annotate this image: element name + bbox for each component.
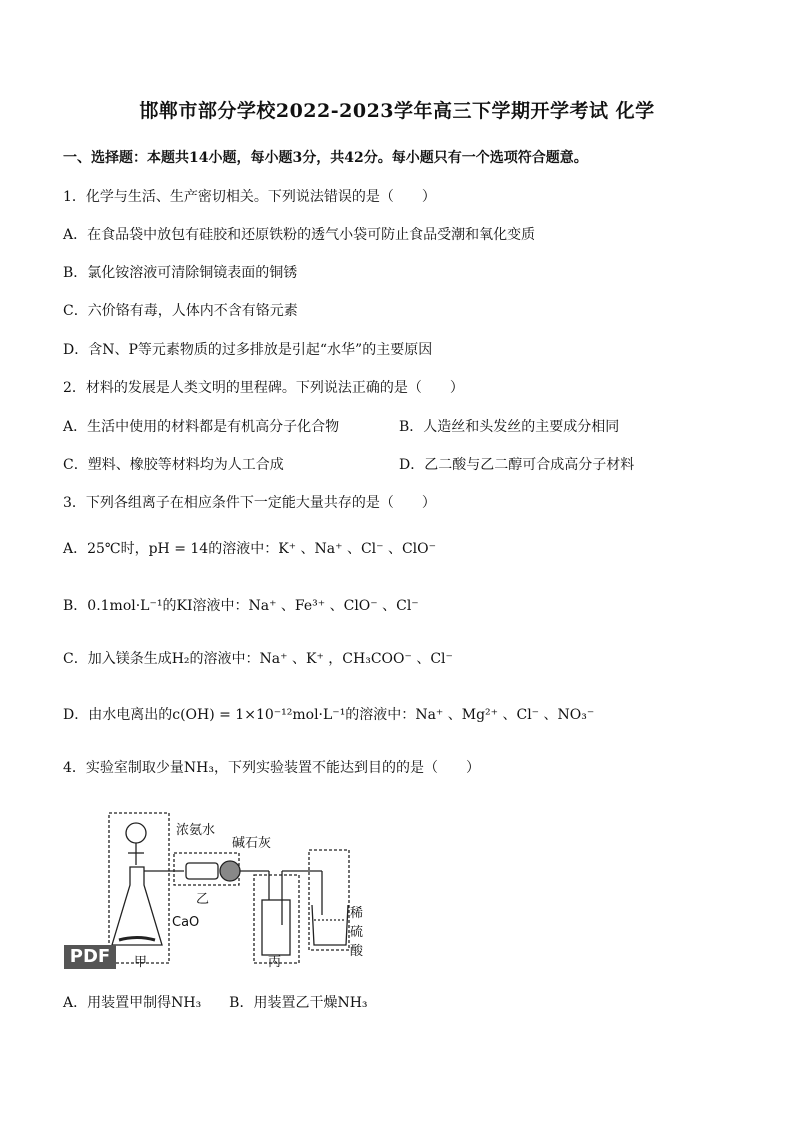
q1-option-c: C．六价铬有毒，人体内不含有铬元素 [63,303,298,319]
q3-option-a-ions: K⁺ 、Na⁺ 、Cl⁻ 、ClO⁻ [278,541,437,557]
q3-option-d [63,704,594,724]
q2-option-d: D．乙二酸与乙二醇可合成高分子材料 [399,457,635,473]
page-title: 邯郸市部分学校2022-2023学年高三下学期开学考试 化学 [139,100,655,122]
pdf-watermark: PDF [64,945,116,969]
q3-option-c [63,648,453,668]
q3-option-b [63,595,419,615]
label-cao: CaO [172,915,200,930]
label-jia: 甲 [134,955,148,970]
q3-option-a [63,538,436,558]
q3-option-b-ions: Na⁺ 、Fe³⁺ 、ClO⁻ 、Cl⁻ [248,598,419,614]
q2-stem: 2．材料的发展是人类文明的里程碑。下列说法正确的是（ ） [63,380,464,396]
q3-option-c-ions: Na⁺ 、K⁺ ，CH₃COO⁻ 、Cl⁻ [259,651,453,667]
q2-option-c: C．塑料、橡胶等材料均为人工合成 [63,457,284,473]
box-bing [254,875,299,963]
q4-options: A．用装置甲制得NH₃ B．用装置乙干燥NH₃ [63,995,368,1011]
q3-option-a-condition: A．25℃时，pH = 14的溶液中： [63,541,279,557]
label-yi: 乙 [196,892,210,907]
q1-option-d: D．含N、P等元素物质的过多排放是引起“水华”的主要原因 [63,342,433,358]
q1-stem: 1．化学与生活、生产密切相关。下列说法错误的是（ ） [63,189,436,205]
q4-stem: 4．实验室制取少量NH₃，下列实验装置不能达到目的的是（ ） [63,760,480,776]
section-heading: 一、选择题：本题共14小题，每小题3分，共42分。每小题只有一个选项符合题意。 [63,150,588,166]
q1-option-a: A．在食品袋中放包有硅胶和还原铁粉的透气小袋可防止食品受潮和氧化变质 [63,227,536,243]
q2-option-b: B．人造丝和头发丝的主要成分相同 [399,419,620,435]
q3-option-b-condition: B．0.1mol·L⁻¹的KI溶液中： [63,598,249,614]
q2-option-a: A．生活中使用的材料都是有机高分子化合物 [63,419,340,435]
q3-option-d-ions: Na⁺ 、Mg²⁺ 、Cl⁻ 、NO₃⁻ [415,707,595,723]
q3-option-c-condition: C．加入镁条生成H₂的溶液中： [63,651,260,667]
q3-option-d-condition: D．由水电离出的c(OH) = 1×10⁻¹²mol·L⁻¹的溶液中： [63,707,416,723]
label-bing: 丙 [268,955,282,970]
label-acid: 稀硫酸 [350,906,364,959]
q3-stem: 3．下列各组离子在相应条件下一定能大量共存的是（ ） [63,495,436,511]
label-soda-lime: 碱石灰 [232,836,272,851]
q1-option-b: B．氯化铵溶液可清除铜镜表面的铜锈 [63,265,298,281]
box-beaker [309,850,349,950]
label-ammonia: 浓氨水 [176,823,216,838]
